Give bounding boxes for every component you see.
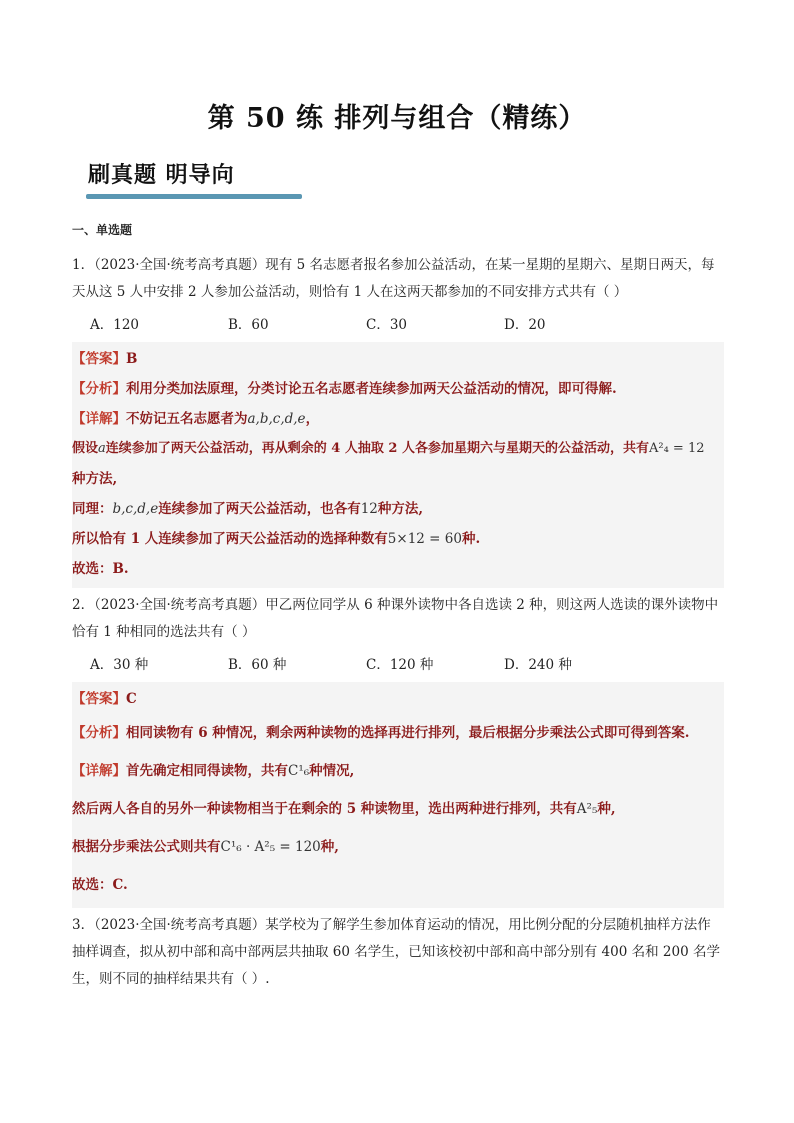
analysis-line: 【分析】相同读物有 6 种情况，剩余两种读物的选择再进行排列，最后根据分步乘法公式即可得到答案. [72, 725, 690, 741]
question-2-line-1: 2．（2023·全国·统考高考真题）甲乙两位同学从 6 种课外读物中各自选读 2 种，则这两人选读的课外读物中 [72, 597, 719, 613]
section-banner [86, 156, 302, 200]
question-2 [72, 592, 724, 908]
question-1-options [72, 306, 724, 340]
answer-line: 【答案】B [72, 351, 138, 367]
question-1-line-2: 天从这 5 人中安排 2 人参加公益活动，则恰有 1 人在这两天都参加的不同安排方式共有（ ） [72, 284, 628, 300]
page-title: 第 50 练 排列与组合（精练） [207, 103, 587, 134]
question-2-solution [72, 682, 724, 908]
question-1-solution [72, 342, 724, 588]
document-content [72, 222, 724, 993]
option-a: A．30 种 [90, 657, 149, 673]
option-a: A．120 [90, 317, 140, 333]
detail-line-5: 所以恰有 1 人连续参加了两天公益活动的选择种数有5×12 = 60种. [72, 531, 481, 547]
question-1 [72, 252, 724, 588]
question-3-line-1: 3．（2023·全国·统考高考真题）某学校为了解学生参加体育运动的情况，用比例分配的分层随机抽样方法作 [72, 917, 711, 933]
section-label: 刷真题 明导向 [88, 162, 235, 188]
detail-line-3: 根据分步乘法公式则共有C¹₆ · A²₅ = 120种, [72, 839, 339, 855]
question-3-line-2: 抽样调查，拟从初中部和高中部两层共抽取 60 名学生，已知该校初中部和高中部分别有 400 名和 200 名学 [72, 944, 720, 960]
question-3-line-3: 生，则不同的抽样结果共有（ ）. [72, 971, 270, 987]
option-b: B．60 [228, 317, 269, 333]
answer-line: 【答案】C [72, 691, 137, 707]
detail-line-2: 假设a连续参加了两天公益活动，再从剩余的 4 人抽取 2 人各参加星期六与星期天的公益活动，共有A²₄ = 12 [72, 441, 705, 456]
detail-line-4: 同理：b,c,d,e连续参加了两天公益活动，也各有12种方法, [72, 501, 424, 517]
question-2-options [72, 646, 724, 680]
detail-line-3: 种方法, [72, 471, 118, 487]
section-underline [86, 194, 302, 199]
option-c: C．30 [366, 317, 408, 333]
question-1-line-1: 1．（2023·全国·统考高考真题）现有 5 名志愿者报名参加公益活动，在某一星期的星期六、星期日两天，每 [72, 257, 715, 273]
detail-line-1: 【详解】首先确定相同得读物，共有C¹₆种情况, [72, 763, 355, 779]
option-d: D．20 [504, 317, 546, 333]
detail-line-1: 【详解】不妨记五名志愿者为a,b,c,d,e， [72, 411, 320, 427]
question-2-line-2: 恰有 1 种相同的选法共有（ ） [72, 624, 256, 640]
option-d: D．240 种 [504, 657, 572, 673]
option-c: C．120 种 [366, 657, 434, 673]
analysis-line: 【分析】利用分类加法原理，分类讨论五名志愿者连续参加两天公益活动的情况，即可得解. [72, 381, 617, 397]
choose-line: 故选：B. [72, 561, 129, 577]
option-b: B．60 种 [228, 657, 287, 673]
detail-line-2: 然后两人各自的另外一种读物相当于在剩余的 5 种读物里，选出两种进行排列，共有A²₅种, [72, 801, 616, 817]
part-heading: 一、单选题 [72, 223, 133, 237]
question-3 [72, 912, 724, 993]
choose-line: 故选：C. [72, 877, 128, 893]
